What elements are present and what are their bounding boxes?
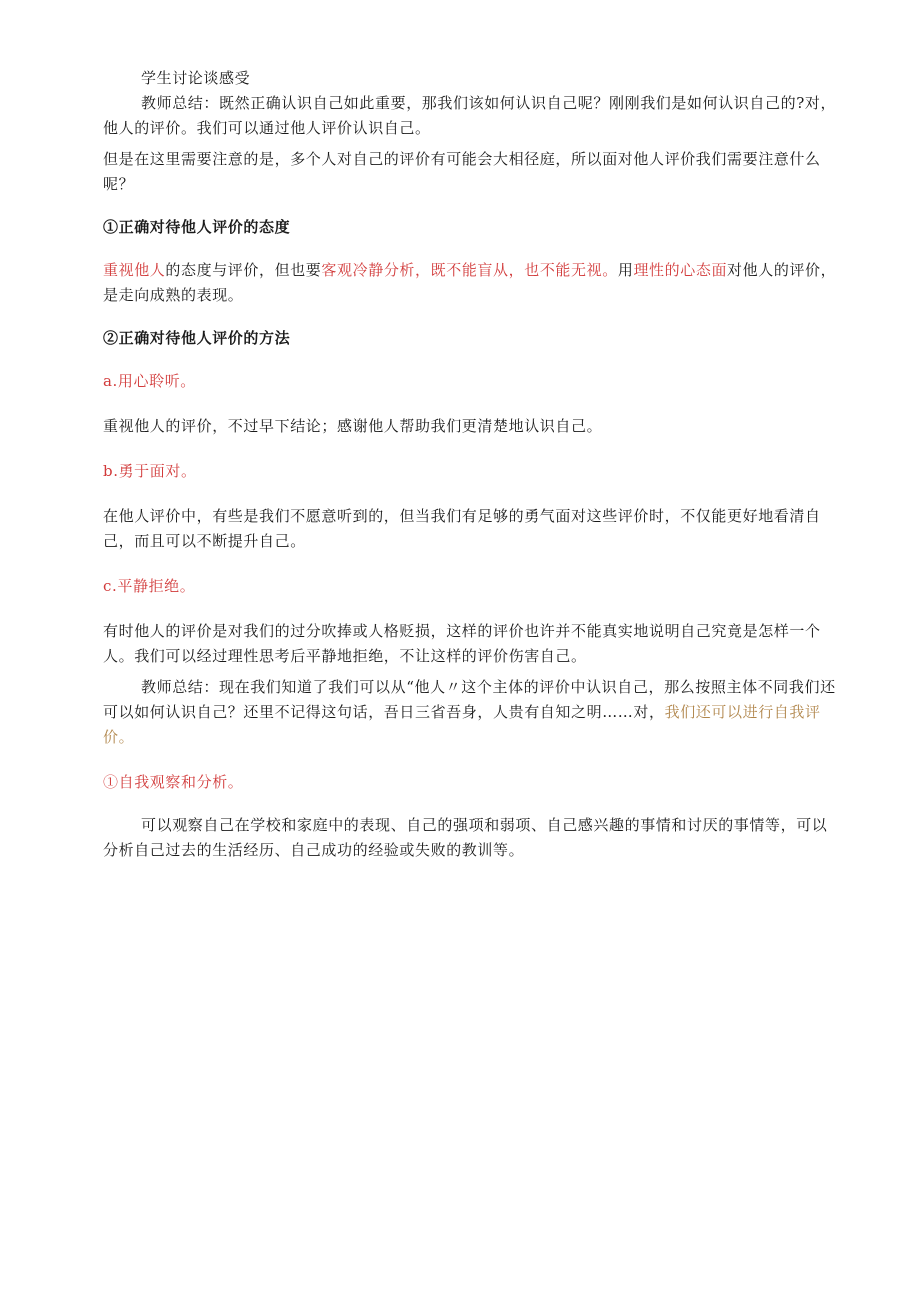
text-segment: 教师总结：现在我们知道了我们可以从“他人〃这个主体的评价中认识自己，那么按照主体不同我们还可以如何认识自己？还里不记得这句话，吾日三省吾身，人贵有自知之明……对， <box>103 678 836 721</box>
text-segment: 对他人的评价，是走向成熟的表现。 <box>103 261 837 304</box>
paragraph-self-observation-detail: 可以观察自己在学校和家庭中的表现、自己的强项和弱项、自己感兴趣的事情和讨厌的事情等，可以分析自己过去的生活经历、自己成功的经验或失败的教训等。 <box>103 816 828 859</box>
method-a-title: a.用心聆听。 <box>103 372 196 390</box>
highlight-objective-analysis: 客观冷静分析，既不能盲从，也不能无视。 <box>321 261 618 279</box>
paragraph-teacher-summary-2 <box>103 675 838 750</box>
paragraph-teacher-summary-1: 教师总结：既然正确认识自己如此重要，那我们该如何认识自己呢？刚刚我们是如何认识自己的?对，他人的评价。我们可以通过他人评价认识自己。 <box>103 94 837 137</box>
method-a-text: 重视他人的评价，不过早下结论；感谢他人帮助我们更清楚地认识自己。 <box>103 417 603 435</box>
heading-self-observation: ①自我观察和分析。 <box>103 773 244 791</box>
method-c-title: c.平静拒绝。 <box>103 577 196 595</box>
highlight-rational-mindset: 理性的心态面 <box>633 261 728 279</box>
method-c-text: 有时他人的评价是对我们的过分吹捧或人格贬损，这样的评价也许并不能真实地说明自己究竟是怎样一个人。我们可以经过理性思考后平静地拒绝，不让这样的评价伤害自己。 <box>103 622 821 665</box>
method-b-title: b.勇于面对。 <box>103 462 197 480</box>
document-body <box>103 66 838 863</box>
highlight-self-evaluation: 我们还可以进行自我评价。 <box>103 703 821 746</box>
paragraph-student-discussion: 学生讨论谈感受 <box>141 69 251 87</box>
method-b-text: 在他人评价中，有些是我们不愿意听到的，但当我们有足够的勇气面对这些评价时，不仅能更好地看清自己，而且可以不断提升自己。 <box>103 507 821 550</box>
text-segment: 的态度与评价，但也要 <box>165 261 322 279</box>
text-segment: 用 <box>617 261 634 279</box>
heading-method: ②正确对待他人评价的方法 <box>103 329 291 347</box>
paragraph-attitude-detail <box>103 258 838 308</box>
highlight-value-others: 重视他人 <box>103 261 166 279</box>
heading-attitude: ①正确对待他人评价的态度 <box>103 218 291 236</box>
paragraph-attention-question: 但是在这里需要注意的是，多个人对自己的评价有可能会大相径庭，所以面对他人评价我们需要注意什么呢？ <box>103 150 821 193</box>
